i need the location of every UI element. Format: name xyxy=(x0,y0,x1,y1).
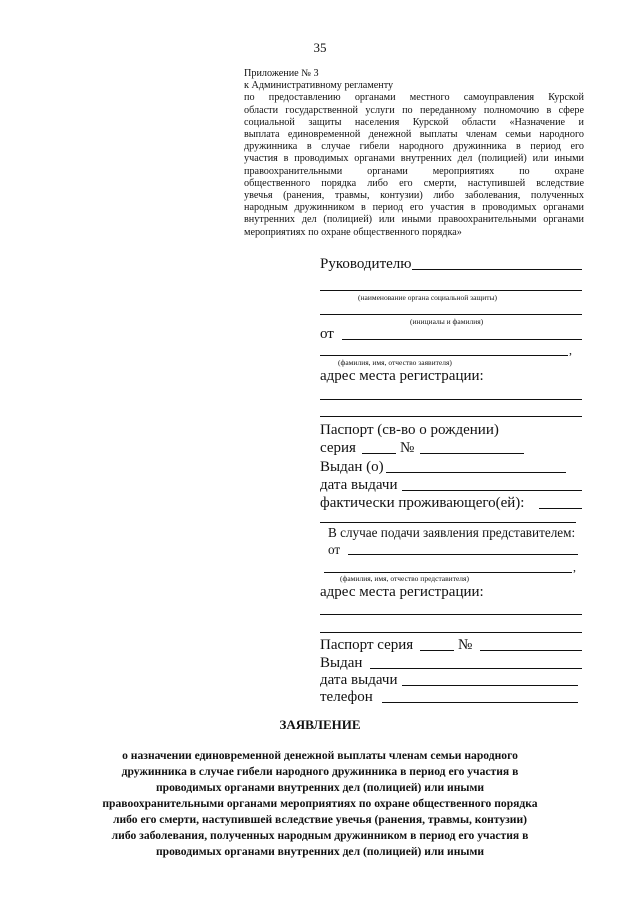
page-number: 35 xyxy=(313,40,327,55)
applicant-name-field-2[interactable] xyxy=(320,355,568,356)
applicant-name-field[interactable] xyxy=(342,339,582,340)
appendix-line: к Административному регламенту xyxy=(244,80,394,92)
rep-number-field[interactable] xyxy=(480,650,582,651)
rep-address-field-1[interactable] xyxy=(320,614,582,615)
statement-line: либо его смерти, наступившей вследствие увечья (ранения, травмы, контузии) xyxy=(112,813,528,826)
appendix-line: по предоставлению органами местного самоуправления Курской xyxy=(244,92,584,104)
rep-issue-date-field[interactable] xyxy=(402,685,578,686)
comma-mark: , xyxy=(569,343,572,357)
appendix-line: социальной защиты населения Курской области «Назначение и xyxy=(244,116,584,128)
residing-field-2[interactable] xyxy=(320,522,576,523)
appendix-line: правоохранительными органами мероприятиях по охране xyxy=(244,165,584,177)
phone-label: телефон xyxy=(320,689,373,705)
statement-title: ЗАЯВЛЕНИЕ xyxy=(279,717,361,732)
residing-field[interactable] xyxy=(539,508,582,509)
series-field[interactable] xyxy=(362,453,396,454)
from-label: от xyxy=(320,326,334,342)
appendix-line: участия в проводимых органами внутренних дел (полицией) или иными xyxy=(244,153,584,165)
series-label: серия xyxy=(320,440,356,456)
rep-name-field-2[interactable] xyxy=(324,572,572,573)
rep-issue-date-label: дата выдачи xyxy=(320,672,398,688)
representative-label: В случае подачи заявления представителем: xyxy=(328,525,576,540)
phone-field[interactable] xyxy=(382,702,578,703)
statement-line: либо заболевания, полученных народным дружинником в период его участия в xyxy=(111,829,529,842)
issue-date-label: дата выдачи xyxy=(320,477,398,493)
rep-series-field[interactable] xyxy=(420,650,454,651)
appendix-block xyxy=(244,68,584,239)
rep-issued-label: Выдан xyxy=(320,655,363,671)
appendix-line: общественного порядка либо его смерти, наступившей вследствие xyxy=(244,177,584,189)
rep-from-label: от xyxy=(328,542,341,557)
rep-passport-label: Паспорт серия xyxy=(320,637,414,653)
initials-field[interactable] xyxy=(320,314,582,315)
rep-issued-field[interactable] xyxy=(370,668,582,669)
rep-name-field[interactable] xyxy=(348,554,578,555)
rep-address-label: адрес места регистрации: xyxy=(320,584,484,600)
statement-line: дружинника в случае гибели народного дружинника в период его участия в xyxy=(121,765,519,778)
caption-applicant: (фамилия, имя, отчество заявителя) xyxy=(338,358,452,367)
statement-line: правоохранительными органами мероприятиях по охране общественного порядка xyxy=(102,797,538,810)
appendix-line: Приложение № 3 xyxy=(244,68,319,79)
rep-number-label: № xyxy=(458,637,473,653)
address-field-1[interactable] xyxy=(320,399,582,400)
rep-address-field-2[interactable] xyxy=(320,632,582,633)
head-name-field[interactable] xyxy=(412,269,582,270)
appendix-line: мероприятиях по охране общественного порядка» xyxy=(244,226,462,238)
issued-field[interactable] xyxy=(386,472,566,473)
statement-line: проводимых органами внутренних дел (полицией) или иными xyxy=(155,781,485,794)
appendix-line: внутренних дел (полицией) или иными правоохранительными органами xyxy=(244,214,584,226)
number-label: № xyxy=(400,440,415,456)
issued-label: Выдан (о) xyxy=(320,459,384,475)
organ-name-field[interactable] xyxy=(320,290,582,291)
residing-label: фактически проживающего(ей): xyxy=(320,495,525,511)
number-field[interactable] xyxy=(420,453,524,454)
appendix-line: народным дружинником в период его участия в проводимых органами xyxy=(244,202,584,214)
statement-body xyxy=(94,748,546,860)
comma-mark: , xyxy=(573,560,576,574)
address-field-2[interactable] xyxy=(320,416,582,417)
caption-organ: (наименование органа социальной защиты) xyxy=(358,293,498,302)
issue-date-field[interactable] xyxy=(402,490,582,491)
appendix-line: дружинника в случае гибели народного дружинника в период его xyxy=(244,141,584,153)
caption-initials: (инициалы и фамилия) xyxy=(410,317,484,326)
appendix-line: области государственной услуги по переданному полномочию в сфере xyxy=(244,104,584,116)
to-label: Руководителю xyxy=(320,256,412,272)
passport-label: Паспорт (св-во о рождении) xyxy=(320,422,499,438)
statement-line: проводимых органами внутренних дел (полицией) или иными xyxy=(155,845,485,858)
appendix-line: выплата единовременной денежной выплаты членам семьи народного xyxy=(244,129,584,141)
statement-line: о назначении единовременной денежной выплаты членам семьи народного xyxy=(122,749,518,762)
appendix-line: увечья (ранения, травмы, контузии) либо заболевания, полученных xyxy=(244,190,584,202)
address-label: адрес места регистрации: xyxy=(320,368,484,384)
caption-representative: (фамилия, имя, отчество представителя) xyxy=(340,574,469,583)
